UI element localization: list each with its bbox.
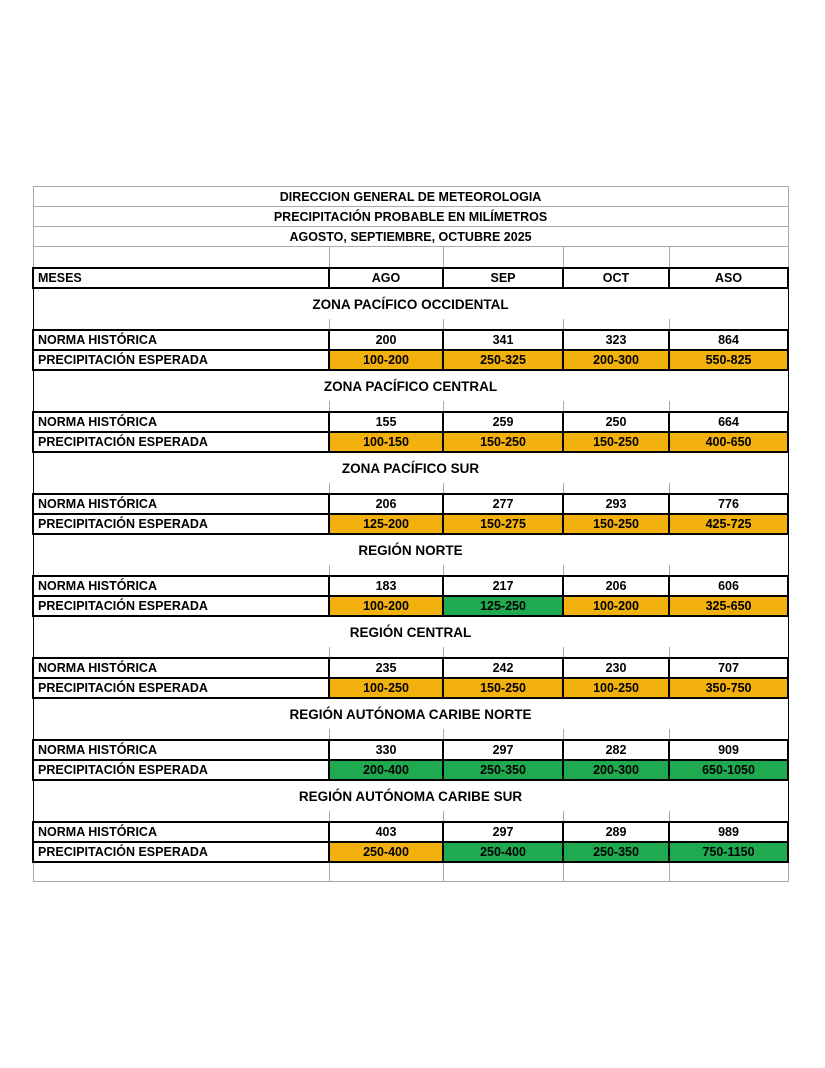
zone-title: ZONA PACÍFICO SUR [33,452,788,483]
gap-cell [33,401,329,412]
zone-title-row [33,370,788,401]
gap-cell [329,729,443,740]
norma-value: 155 [329,412,443,432]
trailing-empty-row [33,862,788,882]
gap-cell [329,319,443,330]
row-label-esperada: PRECIPITACIÓN ESPERADA [33,678,329,698]
gap-cell [443,729,563,740]
esperada-value: 125-200 [329,514,443,534]
norma-value: 230 [563,658,669,678]
esperada-value: 550-825 [669,350,788,370]
esperada-value: 250-350 [443,760,563,780]
esperada-value: 325-650 [669,596,788,616]
zone-gap-row [33,647,788,658]
row-label-esperada: PRECIPITACIÓN ESPERADA [33,432,329,452]
empty-cell [33,862,329,882]
gap-cell [563,483,669,494]
gap-cell [329,565,443,576]
zone-title-row [33,780,788,811]
gap-cell [563,565,669,576]
gap-cell [33,811,329,822]
doc-title: DIRECCION GENERAL DE METEOROLOGIA [33,187,788,207]
gap-cell [563,647,669,658]
norma-value: 864 [669,330,788,350]
norma-value: 289 [563,822,669,842]
gap-cell [329,647,443,658]
esperada-row [33,350,788,370]
row-label-norma: NORMA HISTÓRICA [33,822,329,842]
esperada-row [33,596,788,616]
esperada-row [33,514,788,534]
norma-row [33,412,788,432]
spacer-cell [563,247,669,269]
doc-subtitle: PRECIPITACIÓN PROBABLE EN MILÍMETROS [33,207,788,227]
norma-row [33,494,788,514]
zone-gap-row [33,729,788,740]
norma-row [33,658,788,678]
esperada-value: 250-400 [443,842,563,862]
norma-value: 330 [329,740,443,760]
zone-gap-row [33,401,788,412]
gap-cell [669,565,788,576]
zone-title: REGIÓN AUTÓNOMA CARIBE SUR [33,780,788,811]
norma-value: 909 [669,740,788,760]
gap-cell [563,729,669,740]
zone-title: ZONA PACÍFICO OCCIDENTAL [33,288,788,319]
esperada-value: 250-325 [443,350,563,370]
zone-title-row [33,288,788,319]
spacer-row [33,247,788,269]
norma-value: 989 [669,822,788,842]
norma-value: 277 [443,494,563,514]
norma-value: 606 [669,576,788,596]
esperada-value: 150-250 [563,432,669,452]
norma-value: 323 [563,330,669,350]
esperada-value: 350-750 [669,678,788,698]
gap-cell [669,811,788,822]
zone-title: REGIÓN AUTÓNOMA CARIBE NORTE [33,698,788,729]
norma-value: 235 [329,658,443,678]
esperada-row [33,432,788,452]
esperada-value: 200-300 [563,350,669,370]
norma-value: 217 [443,576,563,596]
zone-title-row [33,616,788,647]
gap-cell [443,647,563,658]
norma-row [33,330,788,350]
row-label-esperada: PRECIPITACIÓN ESPERADA [33,514,329,534]
esperada-row [33,842,788,862]
esperada-row [33,760,788,780]
month-header-sep: SEP [443,268,563,288]
month-header-oct: OCT [563,268,669,288]
zone-gap-row [33,565,788,576]
zone-title-row [33,452,788,483]
norma-value: 776 [669,494,788,514]
esperada-value: 100-250 [563,678,669,698]
esperada-value: 250-400 [329,842,443,862]
gap-cell [563,811,669,822]
spacer-cell [669,247,788,269]
empty-cell [443,862,563,882]
norma-row [33,740,788,760]
norma-value: 297 [443,740,563,760]
esperada-value: 200-300 [563,760,669,780]
month-header-ago: AGO [329,268,443,288]
zone-title-row [33,698,788,729]
zone-gap-row [33,483,788,494]
row-label-norma: NORMA HISTÓRICA [33,412,329,432]
row-label-norma: NORMA HISTÓRICA [33,330,329,350]
norma-value: 242 [443,658,563,678]
norma-value: 200 [329,330,443,350]
gap-cell [443,811,563,822]
title-row-3 [33,227,788,247]
norma-value: 664 [669,412,788,432]
row-label-esperada: PRECIPITACIÓN ESPERADA [33,596,329,616]
gap-cell [33,647,329,658]
gap-cell [563,319,669,330]
title-row-2 [33,207,788,227]
norma-value: 341 [443,330,563,350]
gap-cell [33,483,329,494]
norma-value: 403 [329,822,443,842]
esperada-value: 200-400 [329,760,443,780]
norma-value: 293 [563,494,669,514]
gap-cell [329,483,443,494]
esperada-value: 100-200 [329,596,443,616]
esperada-value: 750-1150 [669,842,788,862]
gap-cell [443,319,563,330]
gap-cell [669,729,788,740]
zone-title-row [33,534,788,565]
norma-value: 707 [669,658,788,678]
esperada-value: 400-650 [669,432,788,452]
gap-cell [33,729,329,740]
norma-value: 250 [563,412,669,432]
row-label-norma: NORMA HISTÓRICA [33,576,329,596]
esperada-value: 150-250 [563,514,669,534]
gap-cell [443,565,563,576]
month-header-aso: ASO [669,268,788,288]
norma-row [33,576,788,596]
norma-value: 282 [563,740,669,760]
gap-cell [669,483,788,494]
spacer-cell [329,247,443,269]
esperada-value: 125-250 [443,596,563,616]
row-label-esperada: PRECIPITACIÓN ESPERADA [33,760,329,780]
esperada-value: 150-250 [443,678,563,698]
precipitation-table-sheet [32,186,789,882]
gap-cell [669,647,788,658]
norma-value: 206 [329,494,443,514]
gap-cell [443,483,563,494]
esperada-value: 650-1050 [669,760,788,780]
empty-cell [669,862,788,882]
gap-cell [33,319,329,330]
gap-cell [33,565,329,576]
zone-title: ZONA PACÍFICO CENTRAL [33,370,788,401]
norma-value: 297 [443,822,563,842]
precipitation-table [32,186,789,882]
spacer-cell [443,247,563,269]
row-label-norma: NORMA HISTÓRICA [33,494,329,514]
esperada-row [33,678,788,698]
doc-period: AGOSTO, SEPTIEMBRE, OCTUBRE 2025 [33,227,788,247]
esperada-value: 425-725 [669,514,788,534]
esperada-value: 150-250 [443,432,563,452]
zone-title: REGIÓN CENTRAL [33,616,788,647]
column-header-row [33,268,788,288]
zone-gap-row [33,811,788,822]
row-label-norma: NORMA HISTÓRICA [33,740,329,760]
row-label-norma: NORMA HISTÓRICA [33,658,329,678]
esperada-value: 100-200 [329,350,443,370]
esperada-value: 250-350 [563,842,669,862]
norma-value: 183 [329,576,443,596]
zone-gap-row [33,319,788,330]
gap-cell [669,401,788,412]
gap-cell [329,401,443,412]
norma-value: 259 [443,412,563,432]
meses-header: MESES [33,268,329,288]
row-label-esperada: PRECIPITACIÓN ESPERADA [33,350,329,370]
norma-value: 206 [563,576,669,596]
gap-cell [329,811,443,822]
esperada-value: 100-250 [329,678,443,698]
gap-cell [669,319,788,330]
empty-cell [563,862,669,882]
esperada-value: 150-275 [443,514,563,534]
esperada-value: 100-200 [563,596,669,616]
norma-row [33,822,788,842]
empty-cell [329,862,443,882]
gap-cell [563,401,669,412]
row-label-esperada: PRECIPITACIÓN ESPERADA [33,842,329,862]
title-row-1 [33,187,788,207]
gap-cell [443,401,563,412]
esperada-value: 100-150 [329,432,443,452]
spacer-cell [33,247,329,269]
zone-title: REGIÓN NORTE [33,534,788,565]
